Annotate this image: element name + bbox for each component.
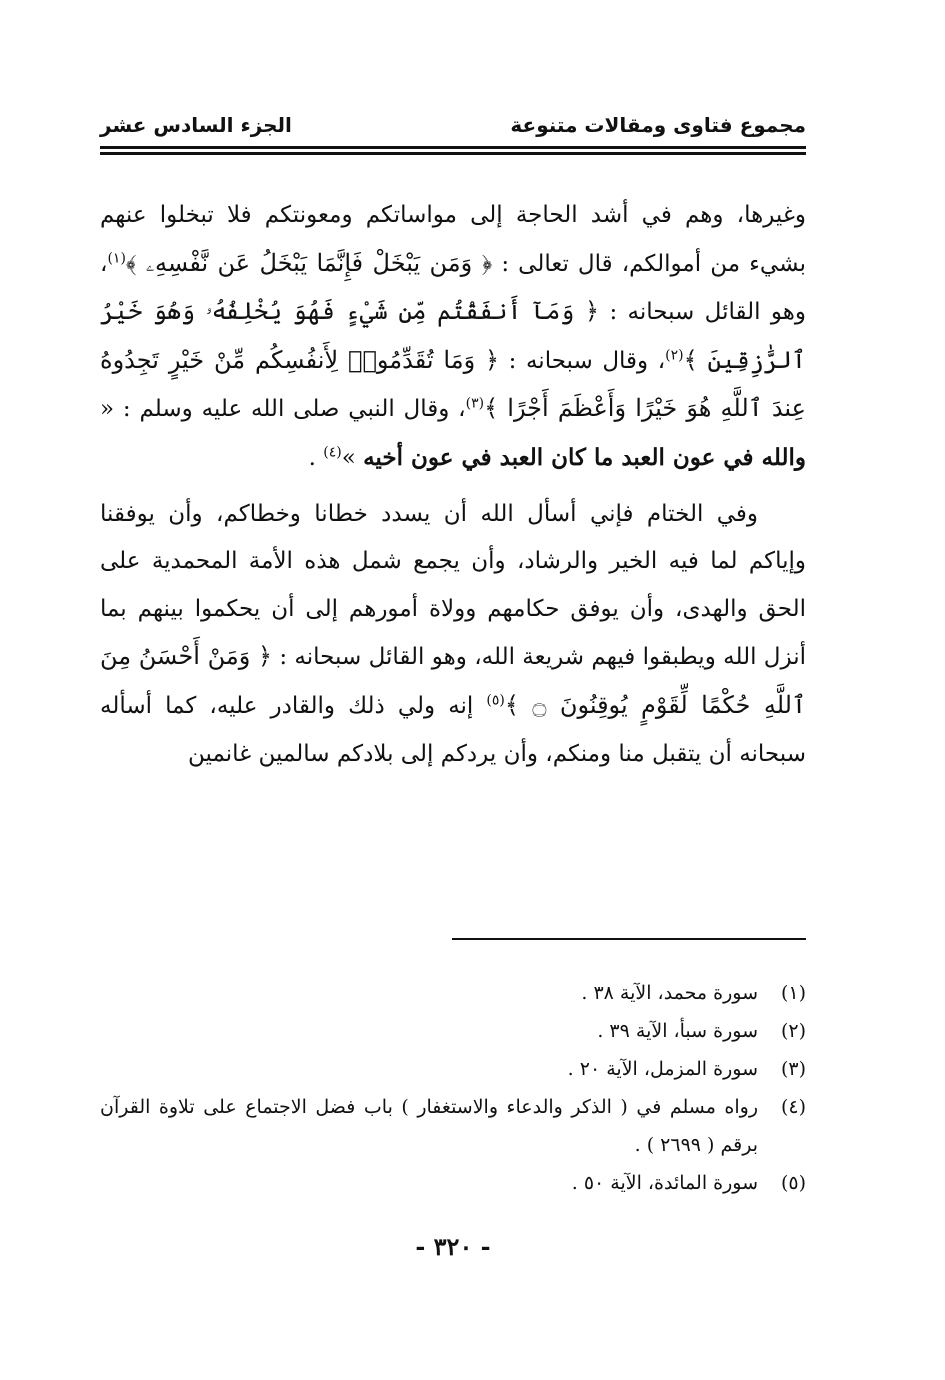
footnote-ref: (٢) [665, 347, 684, 364]
text-segment: وفي الختام فإني أسأل الله أن يسدد خطانا وخطاكم، وأن يوفقنا وإياكم لما فيه الخير والرشاد، وأن يجمع شمل هذه الأمة المحمدية على الحق والهدى، وأن يوفق حكامهم وولاة أمورهم إلى أن يحكموا بينهم بما أنزل الله ويطبقوا فيهم شريعة الله، وهو القائل سبحانه : [100, 500, 806, 671]
footnote-text: سورة المزمل، الآية ٢٠ . [567, 1058, 758, 1080]
text-segment: إنه ولي ذلك والقادر عليه، كما أسأله سبحانه أن يتقبل منا ومنكم، وأن يردكم إلى بلادكم سالمين غانمين [100, 692, 806, 767]
quote-close: » [341, 444, 356, 471]
quran-verse: ﴿ وَمَآ أَنفَقْتُم مِّن شَيْءٍ فَهُوَ يُخْلِفُهُۥ وَهُوَ خَيْرُ ٱلرَّٰزِقِينَ ﴾ [100, 297, 806, 374]
footnote-item [100, 974, 806, 1012]
header-volume: الجزء السادس عشر [100, 113, 292, 137]
quran-verse: ﴿ وَمَن يَبْخَلْ فَإِنَّمَا يَبْخَلُ عَن نَّفْسِهِۦ ﴾ [125, 248, 493, 277]
footnote-ref: (٥) [486, 692, 505, 709]
document-page [100, 0, 806, 1380]
text-segment: ، وقال سبحانه : [508, 347, 666, 374]
footnote-item [100, 1164, 806, 1202]
footnote-number: (٥) [780, 1172, 806, 1194]
page-number: - ٣٢٠ - [415, 1232, 491, 1261]
paragraph-2 [100, 491, 806, 779]
text-segment: . [308, 444, 316, 471]
text-segment: وغيرها، وهم في أشد الحاجة إلى مواساتكم ومعونتكم فلا تبخلوا عنهم بشيء من أموالكم، قال تعالى : [100, 202, 807, 277]
footnote-item [100, 1050, 806, 1088]
footnotes-list [100, 974, 806, 1202]
footnote-text: رواه مسلم في ( الذكر والدعاء والاستغفار ) باب فضل الاجتماع على تلاوة القرآن برقم ( ٢٦٩٩ ) . [100, 1096, 758, 1156]
main-text [100, 192, 806, 778]
footnote-text: سورة المائدة، الآية ٥٠ . [571, 1172, 758, 1194]
paragraph-1 [100, 192, 806, 483]
text-segment: ، وقال النبي صلى الله عليه وسلم : « [100, 396, 466, 423]
hadith-text: والله في عون العبد ما كان العبد في عون أخيه [363, 443, 806, 471]
text-segment: ، وهو القائل سبحانه : [100, 250, 806, 326]
footnote-number: (٤) [780, 1096, 806, 1118]
footnote-ref: (٣) [465, 395, 485, 412]
footnote-number: (٢) [780, 1020, 806, 1042]
footnote-item [100, 1012, 806, 1050]
footnote-text: سورة محمد، الآية ٣٨ . [581, 982, 758, 1004]
footnote-text: سورة سبأ، الآية ٣٩ . [597, 1020, 758, 1042]
quran-verse: ﴿ وَمَنْ أَحْسَنُ مِنَ ٱللَّهِ حُكْمًا لِّقَوْمٍ يُوقِنُونَ ۝ ﴾ [100, 642, 807, 719]
header-book-title: مجموع فتاوى ومقالات متنوعة [510, 113, 806, 137]
footnote-ref: (١) [107, 249, 126, 266]
footnote-item [100, 1088, 806, 1164]
footnote-separator [452, 938, 806, 940]
header-double-rule [100, 146, 806, 155]
footnote-ref: (٤) [323, 444, 342, 461]
footnote-number: (١) [780, 982, 806, 1004]
footnote-number: (٣) [780, 1058, 806, 1080]
running-header [100, 108, 806, 142]
quran-verse: ﴿ وَمَا تُقَدِّمُوا۟ لِأَنفُسِكُم مِّنْ خَيْرٍ تَجِدُوهُ عِندَ ٱللَّهِ هُوَ خَيْرًا وَأَعْظَمَ أَجْرًا ﴾ [100, 345, 806, 423]
